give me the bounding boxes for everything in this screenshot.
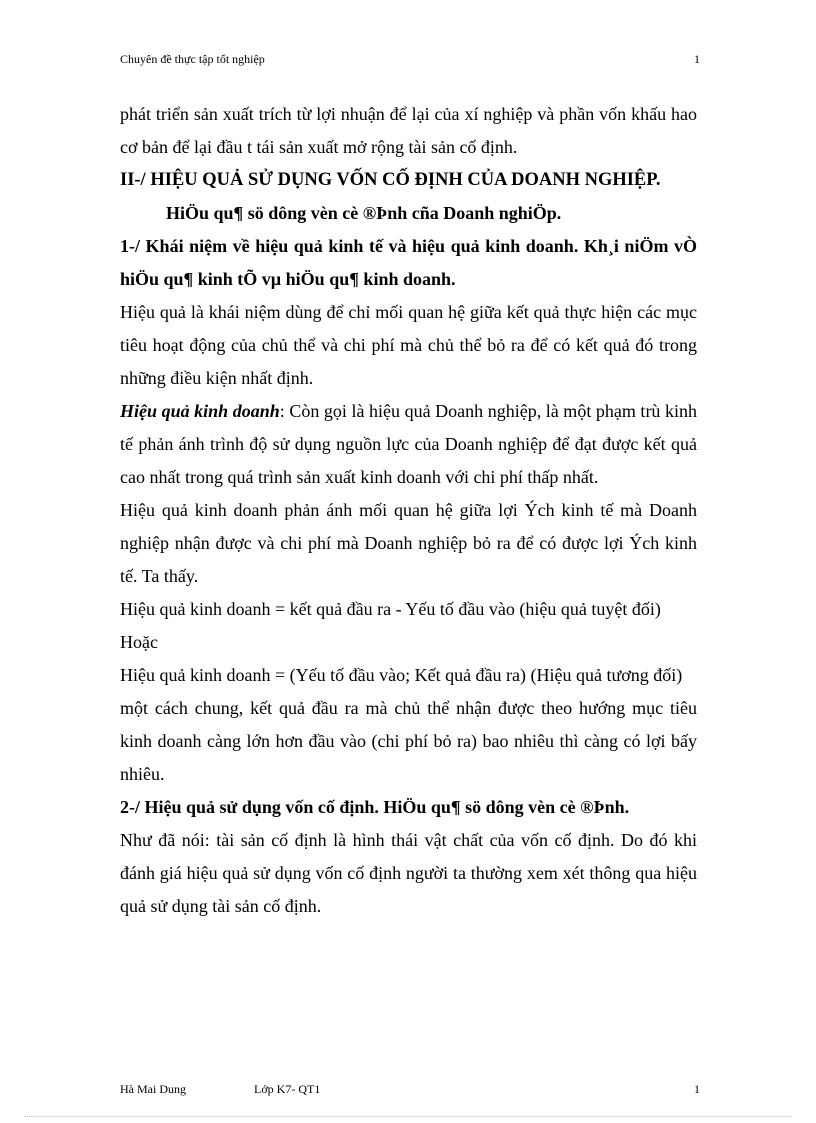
subsection-heading-2: 2-/ Hiệu quả sử dụng vốn cố định. HiÖu qu¶ sö dông vèn cè ®Þnh.	[120, 797, 630, 817]
footer-class: Lớp K7- QT1	[254, 1082, 321, 1096]
section-heading-garbled: HiÖu qu¶ sö dông vèn cè ®Þnh cña Doanh nghiÖp.	[166, 203, 562, 223]
paragraph-relationship: Hiệu quả kinh doanh phản ánh mối quan hệ giữa lợi Ých kinh tế mà Doanh nghiệp nhận được và chi phí mà Doanh nghiệp bỏ ra để có được lợi Ých kinh tế. Ta thấy.	[120, 500, 697, 586]
term-label: Hiệu quả kinh doanh	[120, 401, 280, 421]
header-page-number: 1	[694, 52, 700, 66]
footer-page-number: 1	[694, 1082, 700, 1096]
paragraph-general: một cách chung, kết quả đầu ra mà chủ thể nhận được theo hướng mục tiêu kinh doanh càng lớn hơn đầu vào (chi phí bỏ ra) bao nhiêu thì càng có lợi bấy nhiêu.	[120, 698, 697, 784]
formula-relative: Hiệu quả kinh doanh = (Yếu tố đầu vào; Kết quả đầu ra) (Hiệu quả tương đối)	[120, 665, 683, 685]
paragraph-definition: Hiệu quả là khái niệm dùng để chỉ mối quan hệ giữa kết quả thực hiện các mục tiêu hoạt động của chủ thể và chi phí mà chủ thể bỏ ra để có kết quả đó trong những điều kiện nhất định.	[120, 302, 697, 388]
section-heading: II-/ HIỆU QUẢ SỬ DỤNG VỐN CỐ ĐỊNH CỦA DOANH NGHIỆP.	[120, 170, 661, 190]
formula-absolute: Hiệu quả kinh doanh = kết quả đầu ra - Yếu tố đầu vào (hiệu quả tuyệt đối)	[120, 599, 661, 619]
footer-author: Hà Mai Dung	[120, 1082, 186, 1096]
paragraph-business-efficiency	[120, 395, 697, 494]
formula-or: Hoặc	[120, 632, 158, 652]
paragraph-fixed-assets: Như đã nói: tài sản cố định là hình thái vật chất của vốn cố định. Do đó khi đánh giá hiệu quả sử dụng vốn cố định người ta thường xem xét thông qua hiệu quả sử dụng tài sản cố định.	[120, 830, 697, 916]
header-title: Chuyên đề thực tập tốt nghiệp	[120, 52, 265, 66]
term-definition: : Còn gọi là hiệu quả Doanh nghiệp, là một phạm trù kinh tế phản ánh trình độ sử dụng nguồn lực của Doanh nghiệp để đạt được kết quả cao nhất trong quá trình sản xuất kinh doanh với chi phí thấp nhất.	[120, 401, 698, 487]
page-bottom-divider	[24, 1116, 792, 1117]
document-body	[120, 98, 697, 923]
paragraph-intro: phát triển sản xuất trích từ lợi nhuận để lại của xí nghiệp và phần vốn khấu hao cơ bản để lại đầu t tái sản xuất mở rộng tài sản cố định.	[120, 104, 697, 157]
subsection-heading-1: 1-/ Khái niệm về hiệu quả kinh tế và hiệu quả kinh doanh. Kh¸i niÖm vÒ hiÖu qu¶ kinh tÕ vµ hiÖu qu¶ kinh doanh.	[120, 236, 697, 289]
